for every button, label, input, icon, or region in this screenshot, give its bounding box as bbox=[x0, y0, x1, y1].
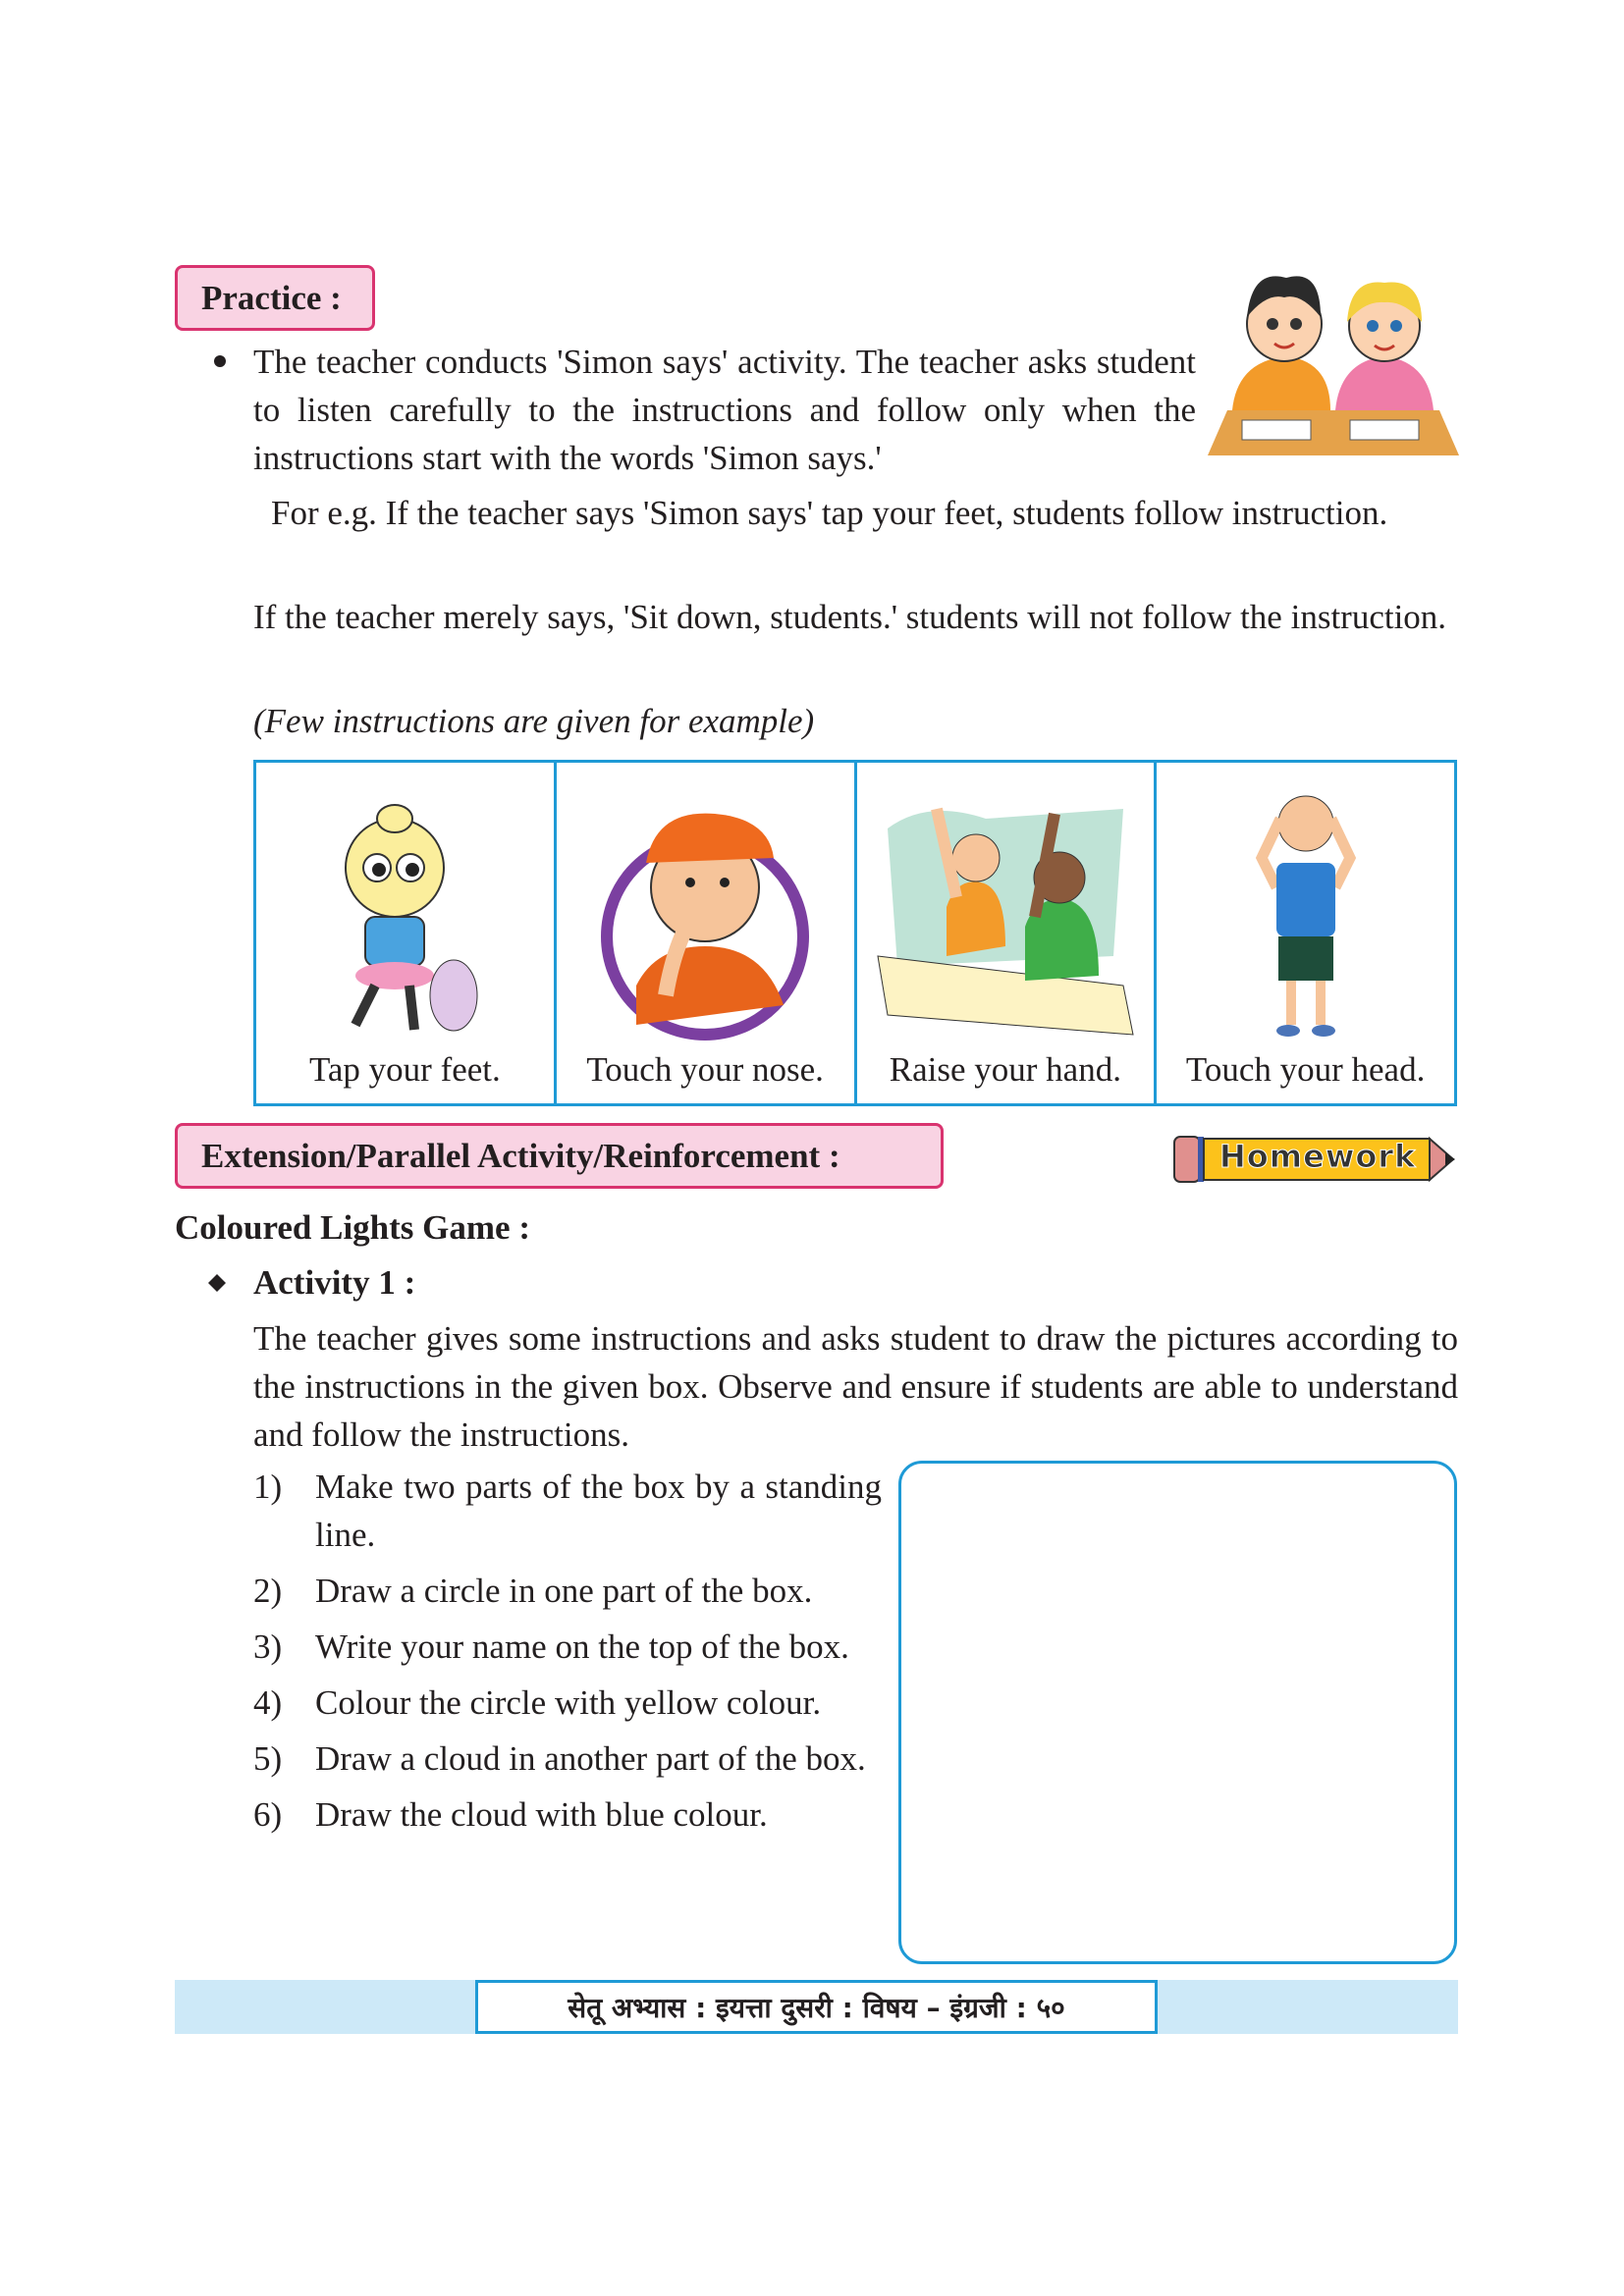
boy-touching-head-icon bbox=[1237, 779, 1375, 1044]
activity-title: Activity 1 : bbox=[253, 1263, 416, 1302]
bullet-icon bbox=[214, 355, 226, 367]
instruction-cell bbox=[855, 762, 1156, 1105]
step-number: 2) bbox=[253, 1572, 283, 1610]
game-title: Coloured Lights Game : bbox=[175, 1208, 530, 1247]
step-text: Draw the cloud with blue colour. bbox=[315, 1795, 768, 1834]
rabbit-cartoon-icon bbox=[306, 799, 503, 1044]
drawing-box[interactable] bbox=[898, 1461, 1457, 1964]
step-text: Make two parts of the box by a standing line. bbox=[315, 1468, 882, 1554]
step-item bbox=[253, 1790, 882, 1839]
step-number: 5) bbox=[253, 1739, 283, 1778]
activity-description: The teacher gives some instructions and asks student to draw the pictures according to the instructions in the given box. Observe and ensure if students are able to understand and follow the instructions. bbox=[253, 1319, 1458, 1454]
practice-note: (Few instructions are given for example) bbox=[253, 702, 815, 740]
step-number: 1) bbox=[253, 1468, 283, 1506]
extension-heading-text: Extension/Parallel Activity/Reinforcement : bbox=[201, 1136, 840, 1175]
diamond-bullet-icon bbox=[208, 1274, 226, 1292]
instruction-caption: Touch your nose. bbox=[586, 1050, 824, 1089]
boy-touching-nose-icon bbox=[597, 789, 813, 1044]
homework-label: Homework bbox=[1219, 1138, 1417, 1175]
practice-counter-example-paragraph: If the teacher merely says, 'Sit down, students.' students will not follow the instruction. bbox=[253, 598, 1447, 636]
instruction-cell bbox=[555, 762, 855, 1105]
instructions-table bbox=[253, 760, 1457, 1106]
footer-text: सेतू अभ्यास : इयत्ता दुसरी : विषय – इंग्रजी : ५० bbox=[568, 1991, 1065, 2024]
footer-band bbox=[175, 1980, 1458, 2034]
practice-heading-text: Practice : bbox=[201, 278, 342, 317]
step-text: Draw a cloud in another part of the box. bbox=[315, 1739, 866, 1778]
step-number: 6) bbox=[253, 1795, 283, 1834]
step-number: 4) bbox=[253, 1683, 283, 1722]
instruction-caption: Touch your head. bbox=[1185, 1050, 1426, 1089]
instruction-cell bbox=[1156, 762, 1456, 1105]
homework-badge bbox=[1170, 1131, 1459, 1187]
step-item bbox=[253, 1567, 882, 1615]
children-writing-illustration bbox=[1208, 263, 1459, 457]
footer-label bbox=[475, 1980, 1158, 2034]
children-raising-hands-icon bbox=[868, 789, 1143, 1044]
activity-steps-list bbox=[253, 1463, 882, 1846]
instruction-caption: Raise your hand. bbox=[889, 1050, 1121, 1089]
step-item bbox=[253, 1463, 882, 1559]
extension-heading bbox=[175, 1123, 944, 1189]
practice-heading bbox=[175, 265, 375, 331]
practice-example-paragraph: For e.g. If the teacher says 'Simon says' tap your feet, students follow instruction. bbox=[271, 494, 1388, 532]
step-number: 3) bbox=[253, 1628, 283, 1666]
step-text: Draw a circle in one part of the box. bbox=[315, 1572, 813, 1610]
instruction-caption: Tap your feet. bbox=[308, 1050, 501, 1089]
step-item bbox=[253, 1623, 882, 1671]
step-item bbox=[253, 1735, 882, 1783]
step-text: Write your name on the top of the box. bbox=[315, 1628, 849, 1666]
step-text: Colour the circle with yellow colour. bbox=[315, 1683, 822, 1722]
instruction-cell bbox=[255, 762, 556, 1105]
practice-bullet-text: The teacher conducts 'Simon says' activity. The teacher asks student to listen carefully to the instructions and follow only when the instructions start with the words 'Simon says.' bbox=[253, 343, 1196, 477]
step-item bbox=[253, 1679, 882, 1727]
